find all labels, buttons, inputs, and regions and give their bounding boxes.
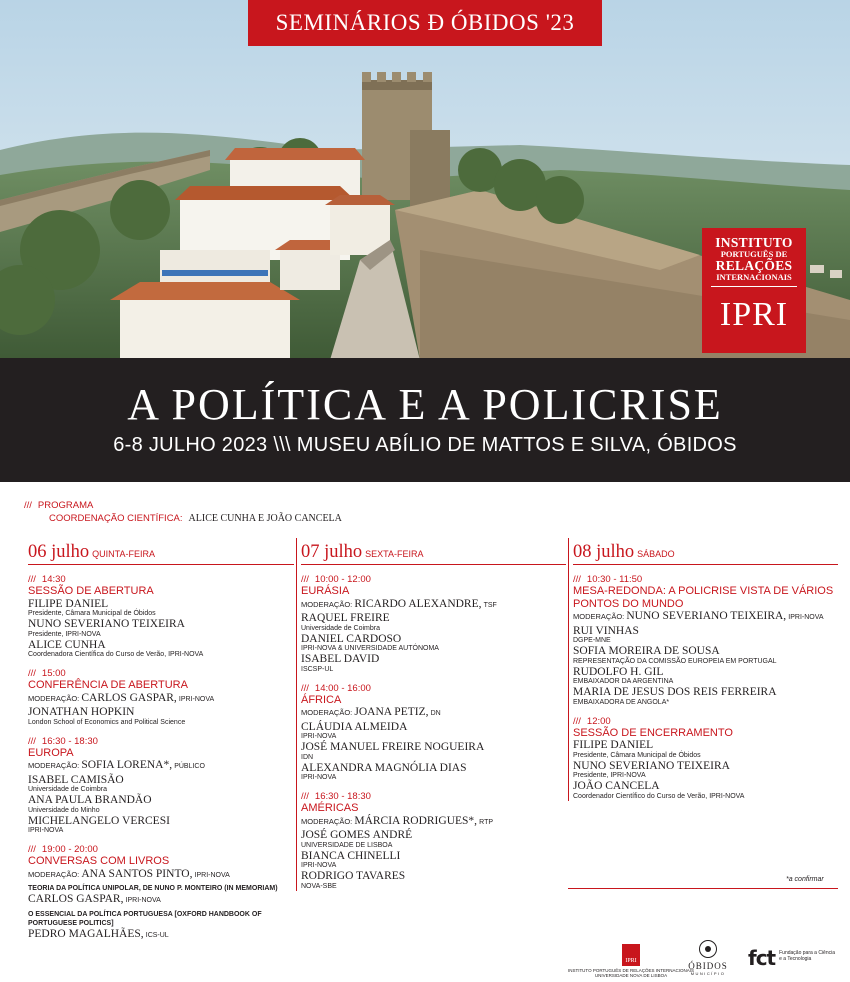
session-time-row bbox=[301, 683, 566, 694]
speaker-name: FILIPE DANIEL bbox=[573, 739, 654, 751]
moderation-label: MODERAÇÃO: bbox=[573, 612, 625, 621]
session-time-row bbox=[28, 736, 294, 747]
session-moderation bbox=[301, 598, 566, 613]
speaker-affiliation: IPRI-NOVA & UNIVERSIDADE AUTÓNOMA bbox=[301, 645, 439, 652]
session-slashes: /// bbox=[28, 574, 36, 585]
session-block bbox=[301, 574, 566, 674]
day-date: 07 julho bbox=[301, 542, 363, 562]
speaker-name: NUNO SEVERIANO TEIXEIRA bbox=[573, 759, 730, 772]
session-slashes: /// bbox=[301, 791, 309, 802]
session-title: SESSÃO DE ENCERRAMENTO bbox=[573, 726, 733, 739]
session-title: CONFERÊNCIA DE ABERTURA bbox=[28, 679, 188, 691]
session-title: AMÉRICAS bbox=[301, 802, 359, 814]
session-title: MESA-REDONDA: A POLICRISE VISTA DE VÁRIOS PONTOS DO MUNDO bbox=[573, 585, 834, 610]
moderator-affiliation: DN bbox=[430, 710, 441, 717]
ipri-logo-line4: INTERNACIONAIS bbox=[716, 272, 792, 282]
speaker-name: CLÁUDIA ALMEIDA bbox=[301, 720, 408, 733]
book-title: TEORIA DA POLÍTICA UNIPOLAR, DE NUNO P. MONTEIRO (IN MEMORIAM) bbox=[28, 885, 278, 892]
speaker-affiliation: Coordenadora Científica do Curso de Verão, IPRI-NOVA bbox=[28, 651, 204, 658]
day-weekday: SEXTA-FEIRA bbox=[365, 549, 424, 559]
event-title: A POLÍTICA E A POLICRISE bbox=[127, 380, 723, 429]
moderator-name: ANA SANTOS PINTO, bbox=[81, 867, 193, 880]
speaker-affiliation: REPRESENTAÇÃO DA COMISSÃO EUROPEIA EM PORTUGAL bbox=[573, 657, 777, 665]
speaker-name: ISABEL DAVID bbox=[301, 653, 380, 665]
session-time-row bbox=[573, 716, 838, 727]
moderator-affiliation: PÚBLICO bbox=[174, 763, 205, 770]
moderation-label: MODERAÇÃO: bbox=[28, 693, 80, 703]
speaker-name: DANIEL CARDOSO bbox=[301, 632, 402, 645]
moderation-label: MODERAÇÃO: bbox=[28, 869, 80, 879]
session-time-row bbox=[28, 844, 294, 855]
speaker-affiliation: Presidente, IPRI-NOVA bbox=[28, 630, 101, 638]
book-speaker-affiliation: ICS-UL bbox=[145, 931, 169, 939]
day-header bbox=[573, 538, 838, 565]
speaker-affiliation: DGPE-MNE bbox=[573, 637, 611, 644]
book-speaker-row bbox=[28, 893, 294, 908]
day-date: 08 julho bbox=[573, 542, 635, 562]
day-column-inner bbox=[297, 538, 566, 891]
speaker-affiliation: IPRI-NOVA bbox=[28, 827, 64, 834]
day-weekday: SÁBADO bbox=[637, 549, 675, 559]
speaker-name: ANA PAULA BRANDÃO bbox=[28, 794, 152, 806]
ipri-logo-acronym: IPRI bbox=[719, 296, 789, 333]
speaker-affiliation: Universidade do Minho bbox=[28, 806, 100, 814]
title-band bbox=[0, 358, 850, 482]
book-speaker-name: PEDRO MAGALHÃES, bbox=[28, 927, 144, 940]
session-moderation bbox=[573, 610, 838, 625]
day-column-1 bbox=[24, 538, 294, 942]
session-slashes: /// bbox=[28, 735, 36, 747]
obidos-word: ÓBIDOS bbox=[688, 961, 728, 971]
day-date: 06 julho bbox=[28, 542, 90, 562]
moderator-name: JOANA PETIZ, bbox=[354, 706, 429, 718]
session-title: EURÁSIA bbox=[301, 585, 350, 597]
programme-header bbox=[24, 499, 342, 525]
session-time: 14:00 - 16:00 bbox=[314, 682, 371, 694]
moderation-label: MODERAÇÃO: bbox=[301, 599, 353, 609]
speaker-name: JOÃO CANCELA bbox=[573, 780, 660, 792]
speaker-affiliation: Universidade de Coimbra bbox=[28, 786, 107, 793]
session-moderation bbox=[301, 815, 566, 830]
moderator-name: SOFIA LORENA*, bbox=[81, 759, 173, 771]
speaker-affiliation: Presidente, Câmara Municipal de Óbidos bbox=[28, 610, 156, 617]
speaker-name: ISABEL CAMISÃO bbox=[28, 773, 124, 786]
session-time: 15:00 bbox=[41, 668, 66, 679]
event-subtitle: 6-8 JULHO 2023 \\\ MUSEU ABÍLIO DE MATTOS E SILVA, ÓBIDOS bbox=[113, 434, 737, 456]
day-column-inner bbox=[569, 538, 838, 801]
speaker-name: RUI VINHAS bbox=[573, 624, 639, 637]
series-badge: SEMINÁRIOS Đ ÓBIDOS '23 bbox=[248, 0, 602, 46]
session-time: 19:00 - 20:00 bbox=[41, 844, 98, 855]
session-time-row bbox=[28, 668, 294, 679]
ipri-logo-rule bbox=[711, 286, 797, 287]
moderation-label: MODERAÇÃO: bbox=[28, 761, 80, 770]
moderator-affiliation: RTP bbox=[479, 818, 494, 826]
speaker-affiliation: IPRI-NOVA bbox=[301, 862, 337, 869]
speaker-name: JONATHAN HOPKIN bbox=[28, 706, 135, 718]
session-slashes: /// bbox=[28, 844, 36, 855]
ipri-footer-mark: IPRI bbox=[622, 944, 640, 966]
moderator-affiliation: IPRI-NOVA bbox=[194, 871, 230, 879]
fct-text: Fundação para a Ciência e a Tecnologia bbox=[779, 950, 835, 962]
session-time-row bbox=[28, 574, 294, 585]
fct-mark: fct bbox=[748, 946, 776, 970]
ipri-logo-line2: PORTUGUÊS DE bbox=[720, 249, 788, 259]
speaker-name: JOSÉ GOMES ANDRÉ bbox=[301, 829, 413, 841]
book-speaker-name: CARLOS GASPAR, bbox=[28, 893, 124, 905]
session-time-row bbox=[301, 574, 566, 585]
ipri-footer-text: INSTITUTO PORTUGUÊS DE RELAÇÕES INTERNACIONAIS UNIVERSIDADE NOVA DE LISBOA bbox=[567, 968, 695, 978]
day-weekday: QUINTA-FEIRA bbox=[92, 549, 155, 559]
session-moderation bbox=[28, 759, 294, 774]
moderation-label: MODERAÇÃO: bbox=[301, 708, 353, 717]
session-moderation bbox=[28, 692, 294, 707]
session-slashes: /// bbox=[573, 574, 581, 585]
moderation-label: MODERAÇÃO: bbox=[301, 816, 353, 826]
session-block bbox=[28, 736, 294, 836]
session-slashes: /// bbox=[301, 682, 309, 694]
book-speaker-affiliation: IPRI-NOVA bbox=[125, 897, 161, 904]
session-time: 12:00 bbox=[586, 715, 611, 727]
session-time: 10:30 - 11:50 bbox=[586, 574, 643, 585]
speaker-name: ALICE CUNHA bbox=[28, 638, 106, 651]
ipri-logo-line1: INSTITUTO bbox=[715, 235, 793, 250]
session-time: 16:30 - 18:30 bbox=[41, 735, 98, 747]
session-time: 14:30 bbox=[41, 574, 66, 585]
speaker-affiliation: IPRI-NOVA bbox=[301, 774, 337, 781]
session-moderation bbox=[301, 706, 566, 721]
session-time-row bbox=[301, 791, 566, 802]
speaker-affiliation: London School of Economics and Political Science bbox=[28, 718, 186, 726]
session-title: SESSÃO DE ABERTURA bbox=[28, 585, 154, 597]
speaker-name: RUDOLFO H. GIL bbox=[573, 665, 664, 678]
moderator-affiliation: IPRI-NOVA bbox=[788, 614, 824, 621]
speaker-affiliation: Universidade de Coimbra bbox=[301, 624, 380, 632]
session-slashes: /// bbox=[301, 574, 309, 585]
column-3-bottom-rule bbox=[568, 888, 838, 889]
session-slashes: /// bbox=[573, 715, 581, 727]
speaker-affiliation: IPRI-NOVA bbox=[301, 733, 337, 740]
speaker-affiliation: Presidente, Câmara Municipal de Óbidos bbox=[573, 751, 701, 759]
speaker-affiliation: NOVA-SBE bbox=[301, 882, 337, 890]
speaker-affiliation: EMBAIXADORA DE ANGOLA* bbox=[573, 698, 670, 706]
session-slashes: /// bbox=[28, 668, 36, 679]
book-title: O ESSENCIAL DA POLÍTICA PORTUGUESA [OXFORD HANDBOOK OF PORTUGUESE POLITICS] bbox=[28, 910, 262, 927]
obidos-sub: MUNICÍPIO bbox=[690, 971, 726, 976]
programme-label: PROGRAMA bbox=[37, 500, 94, 511]
session-block bbox=[28, 574, 294, 659]
speaker-name: FILIPE DANIEL bbox=[28, 597, 109, 610]
speaker-affiliation: ISCSP-UL bbox=[301, 665, 334, 673]
session-title: ÁFRICA bbox=[301, 693, 342, 706]
session-block bbox=[28, 844, 294, 942]
book-speaker-row bbox=[28, 928, 294, 943]
day-column-2 bbox=[296, 538, 566, 891]
moderator-name: MÁRCIA RODRIGUES*, bbox=[354, 814, 478, 827]
speaker-name: SOFIA MOREIRA DE SOUSA bbox=[573, 645, 720, 657]
programme-slashes: /// bbox=[24, 500, 32, 511]
moderator-affiliation: IPRI-NOVA bbox=[178, 695, 215, 703]
day-column-inner bbox=[24, 538, 294, 942]
speaker-name: ALEXANDRA MAGNÓLIA DIAS bbox=[301, 761, 467, 774]
confirm-note: *a confirmar bbox=[786, 876, 824, 883]
ipri-logo-line3: RELAÇÕES bbox=[715, 258, 793, 273]
day-column-3 bbox=[568, 538, 838, 801]
session-block bbox=[301, 791, 566, 891]
coordination-names: ALICE CUNHA E JOÃO CANCELA bbox=[188, 513, 342, 524]
speaker-name: NUNO SEVERIANO TEIXEIRA bbox=[28, 618, 185, 630]
speaker-affiliation: Coordenador Científico do Curso de Verão, IPRI-NOVA bbox=[573, 792, 745, 800]
session-time: 10:00 - 12:00 bbox=[314, 574, 371, 585]
ipri-footer-logo bbox=[566, 944, 696, 978]
speaker-affiliation: IDN bbox=[301, 753, 314, 761]
day-header bbox=[301, 538, 566, 565]
session-time: 16:30 - 18:30 bbox=[314, 791, 371, 802]
speaker-affiliation: Presidente, IPRI-NOVA bbox=[573, 772, 646, 779]
ipri-logo bbox=[702, 228, 806, 353]
session-block bbox=[28, 668, 294, 727]
moderator-name: RICARDO ALEXANDRE, bbox=[354, 597, 482, 610]
speaker-name: JOSÉ MANUEL FREIRE NOGUEIRA bbox=[301, 741, 485, 753]
day-header bbox=[28, 538, 294, 565]
fct-logo bbox=[748, 948, 838, 968]
moderator-name: NUNO SEVERIANO TEIXEIRA, bbox=[626, 610, 787, 622]
speaker-name: RAQUEL FREIRE bbox=[301, 612, 390, 624]
speaker-affiliation: UNIVERSIDADE DE LISBOA bbox=[301, 841, 393, 849]
moderator-affiliation: TSF bbox=[483, 601, 497, 609]
moderator-name: CARLOS GASPAR, bbox=[81, 691, 177, 704]
session-title: CONVERSAS COM LIVROS bbox=[28, 855, 170, 867]
speaker-affiliation: EMBAIXADOR DA ARGENTINA bbox=[573, 678, 674, 685]
speaker-name: RODRIGO TAVARES bbox=[301, 870, 406, 882]
speaker-name: MARIA DE JESUS DOS REIS FERREIRA bbox=[573, 686, 777, 698]
obidos-logo bbox=[688, 940, 728, 976]
session-moderation bbox=[28, 868, 294, 883]
coordination-label: COORDENAÇÃO CIENTÍFICA: bbox=[49, 513, 183, 524]
session-block bbox=[301, 683, 566, 783]
speaker-name: MICHELANGELO VERCESI bbox=[28, 814, 170, 827]
obidos-circle-icon bbox=[699, 940, 717, 958]
session-block bbox=[573, 716, 838, 801]
session-block bbox=[573, 574, 838, 707]
speaker-name: BIANCA CHINELLI bbox=[301, 849, 401, 862]
session-time-row bbox=[573, 574, 838, 585]
session-title: EUROPA bbox=[28, 746, 74, 759]
